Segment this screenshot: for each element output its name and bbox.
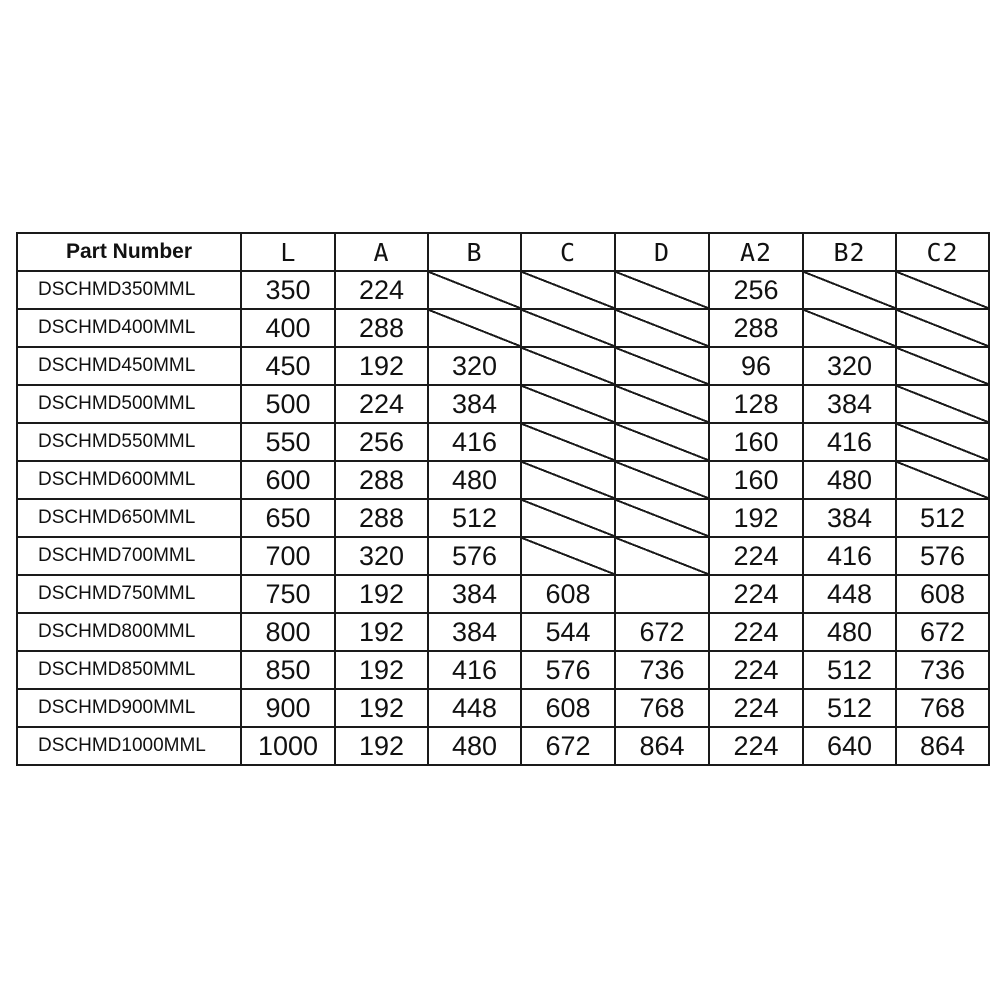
not-applicable-cell	[521, 309, 615, 347]
header-c2: C2	[896, 233, 989, 271]
cell-a: 224	[335, 271, 428, 309]
cell-b2: 512	[803, 651, 896, 689]
cell-a2: 192	[709, 499, 803, 537]
cell-l: 750	[241, 575, 335, 613]
cell-a: 192	[335, 347, 428, 385]
not-applicable-cell	[615, 461, 709, 499]
not-applicable-cell	[803, 309, 896, 347]
cell-l: 550	[241, 423, 335, 461]
cell-b2: 480	[803, 613, 896, 651]
cell-c: 544	[521, 613, 615, 651]
cell-b2: 384	[803, 499, 896, 537]
header-c: C	[521, 233, 615, 271]
cell-b: 512	[428, 499, 521, 537]
cell-a: 192	[335, 613, 428, 651]
cell-l: 600	[241, 461, 335, 499]
cell-l: 900	[241, 689, 335, 727]
cell-c2: 768	[896, 689, 989, 727]
not-applicable-cell	[615, 537, 709, 575]
cell-b2: 512	[803, 689, 896, 727]
table-row	[17, 575, 989, 613]
not-applicable-cell	[896, 271, 989, 309]
cell-part-number: DSCHMD750MML	[17, 575, 241, 613]
cell-a: 256	[335, 423, 428, 461]
not-applicable-cell	[615, 499, 709, 537]
cell-b: 480	[428, 461, 521, 499]
cell-d	[615, 575, 709, 613]
not-applicable-cell	[521, 499, 615, 537]
cell-part-number: DSCHMD800MML	[17, 613, 241, 651]
cell-a: 192	[335, 575, 428, 613]
cell-a2: 256	[709, 271, 803, 309]
cell-l: 650	[241, 499, 335, 537]
not-applicable-cell	[896, 347, 989, 385]
cell-c2: 512	[896, 499, 989, 537]
cell-l: 1000	[241, 727, 335, 765]
cell-d: 736	[615, 651, 709, 689]
cell-part-number: DSCHMD400MML	[17, 309, 241, 347]
cell-b: 416	[428, 423, 521, 461]
cell-a2: 224	[709, 651, 803, 689]
cell-part-number: DSCHMD850MML	[17, 651, 241, 689]
cell-b: 384	[428, 575, 521, 613]
header-a: A	[335, 233, 428, 271]
table-row	[17, 689, 989, 727]
cell-b2: 448	[803, 575, 896, 613]
cell-a2: 160	[709, 423, 803, 461]
not-applicable-cell	[521, 271, 615, 309]
cell-l: 450	[241, 347, 335, 385]
cell-a: 192	[335, 727, 428, 765]
cell-c2: 608	[896, 575, 989, 613]
header-d: D	[615, 233, 709, 271]
not-applicable-cell	[896, 461, 989, 499]
cell-a2: 224	[709, 537, 803, 575]
cell-b: 448	[428, 689, 521, 727]
cell-a: 320	[335, 537, 428, 575]
cell-c: 608	[521, 689, 615, 727]
cell-c: 576	[521, 651, 615, 689]
not-applicable-cell	[521, 461, 615, 499]
cell-b2: 480	[803, 461, 896, 499]
cell-a: 192	[335, 689, 428, 727]
header-b: B	[428, 233, 521, 271]
cell-part-number: DSCHMD650MML	[17, 499, 241, 537]
table-row	[17, 727, 989, 765]
header-part-number: Part Number	[17, 233, 241, 271]
cell-b2: 384	[803, 385, 896, 423]
cell-a: 224	[335, 385, 428, 423]
cell-d: 864	[615, 727, 709, 765]
not-applicable-cell	[896, 385, 989, 423]
header-a2: A2	[709, 233, 803, 271]
cell-c2: 864	[896, 727, 989, 765]
not-applicable-cell	[896, 309, 989, 347]
cell-l: 350	[241, 271, 335, 309]
cell-part-number: DSCHMD700MML	[17, 537, 241, 575]
cell-b: 480	[428, 727, 521, 765]
cell-part-number: DSCHMD550MML	[17, 423, 241, 461]
not-applicable-cell	[521, 537, 615, 575]
table-row	[17, 651, 989, 689]
cell-b: 320	[428, 347, 521, 385]
cell-c: 672	[521, 727, 615, 765]
cell-b2: 416	[803, 537, 896, 575]
cell-l: 800	[241, 613, 335, 651]
cell-a2: 224	[709, 727, 803, 765]
cell-l: 700	[241, 537, 335, 575]
table-row	[17, 347, 989, 385]
cell-d: 768	[615, 689, 709, 727]
not-applicable-cell	[615, 423, 709, 461]
header-b2: B2	[803, 233, 896, 271]
not-applicable-cell	[615, 347, 709, 385]
cell-a: 288	[335, 499, 428, 537]
part-dimensions-table	[16, 232, 990, 766]
cell-l: 850	[241, 651, 335, 689]
not-applicable-cell	[615, 309, 709, 347]
cell-c2: 736	[896, 651, 989, 689]
cell-c: 608	[521, 575, 615, 613]
table-row	[17, 537, 989, 575]
cell-a2: 288	[709, 309, 803, 347]
not-applicable-cell	[428, 309, 521, 347]
table-row	[17, 461, 989, 499]
table-body	[17, 271, 989, 765]
table-row	[17, 385, 989, 423]
cell-a2: 224	[709, 689, 803, 727]
cell-l: 400	[241, 309, 335, 347]
cell-c2: 576	[896, 537, 989, 575]
cell-b2: 640	[803, 727, 896, 765]
header-row	[17, 233, 989, 271]
cell-a: 288	[335, 461, 428, 499]
table-row	[17, 499, 989, 537]
not-applicable-cell	[803, 271, 896, 309]
cell-b2: 320	[803, 347, 896, 385]
cell-a2: 160	[709, 461, 803, 499]
cell-part-number: DSCHMD350MML	[17, 271, 241, 309]
cell-a2: 224	[709, 575, 803, 613]
cell-b2: 416	[803, 423, 896, 461]
table-row	[17, 271, 989, 309]
cell-a2: 224	[709, 613, 803, 651]
not-applicable-cell	[896, 423, 989, 461]
not-applicable-cell	[521, 347, 615, 385]
header-l: L	[241, 233, 335, 271]
cell-part-number: DSCHMD1000MML	[17, 727, 241, 765]
not-applicable-cell	[521, 385, 615, 423]
cell-part-number: DSCHMD450MML	[17, 347, 241, 385]
cell-b: 576	[428, 537, 521, 575]
not-applicable-cell	[521, 423, 615, 461]
cell-part-number: DSCHMD900MML	[17, 689, 241, 727]
table-row	[17, 613, 989, 651]
table-row	[17, 309, 989, 347]
cell-b: 384	[428, 385, 521, 423]
cell-a: 192	[335, 651, 428, 689]
cell-a: 288	[335, 309, 428, 347]
table-row	[17, 423, 989, 461]
cell-l: 500	[241, 385, 335, 423]
cell-a2: 96	[709, 347, 803, 385]
cell-b: 384	[428, 613, 521, 651]
cell-part-number: DSCHMD600MML	[17, 461, 241, 499]
not-applicable-cell	[615, 271, 709, 309]
not-applicable-cell	[615, 385, 709, 423]
not-applicable-cell	[428, 271, 521, 309]
cell-a2: 128	[709, 385, 803, 423]
cell-d: 672	[615, 613, 709, 651]
cell-c2: 672	[896, 613, 989, 651]
cell-b: 416	[428, 651, 521, 689]
cell-part-number: DSCHMD500MML	[17, 385, 241, 423]
